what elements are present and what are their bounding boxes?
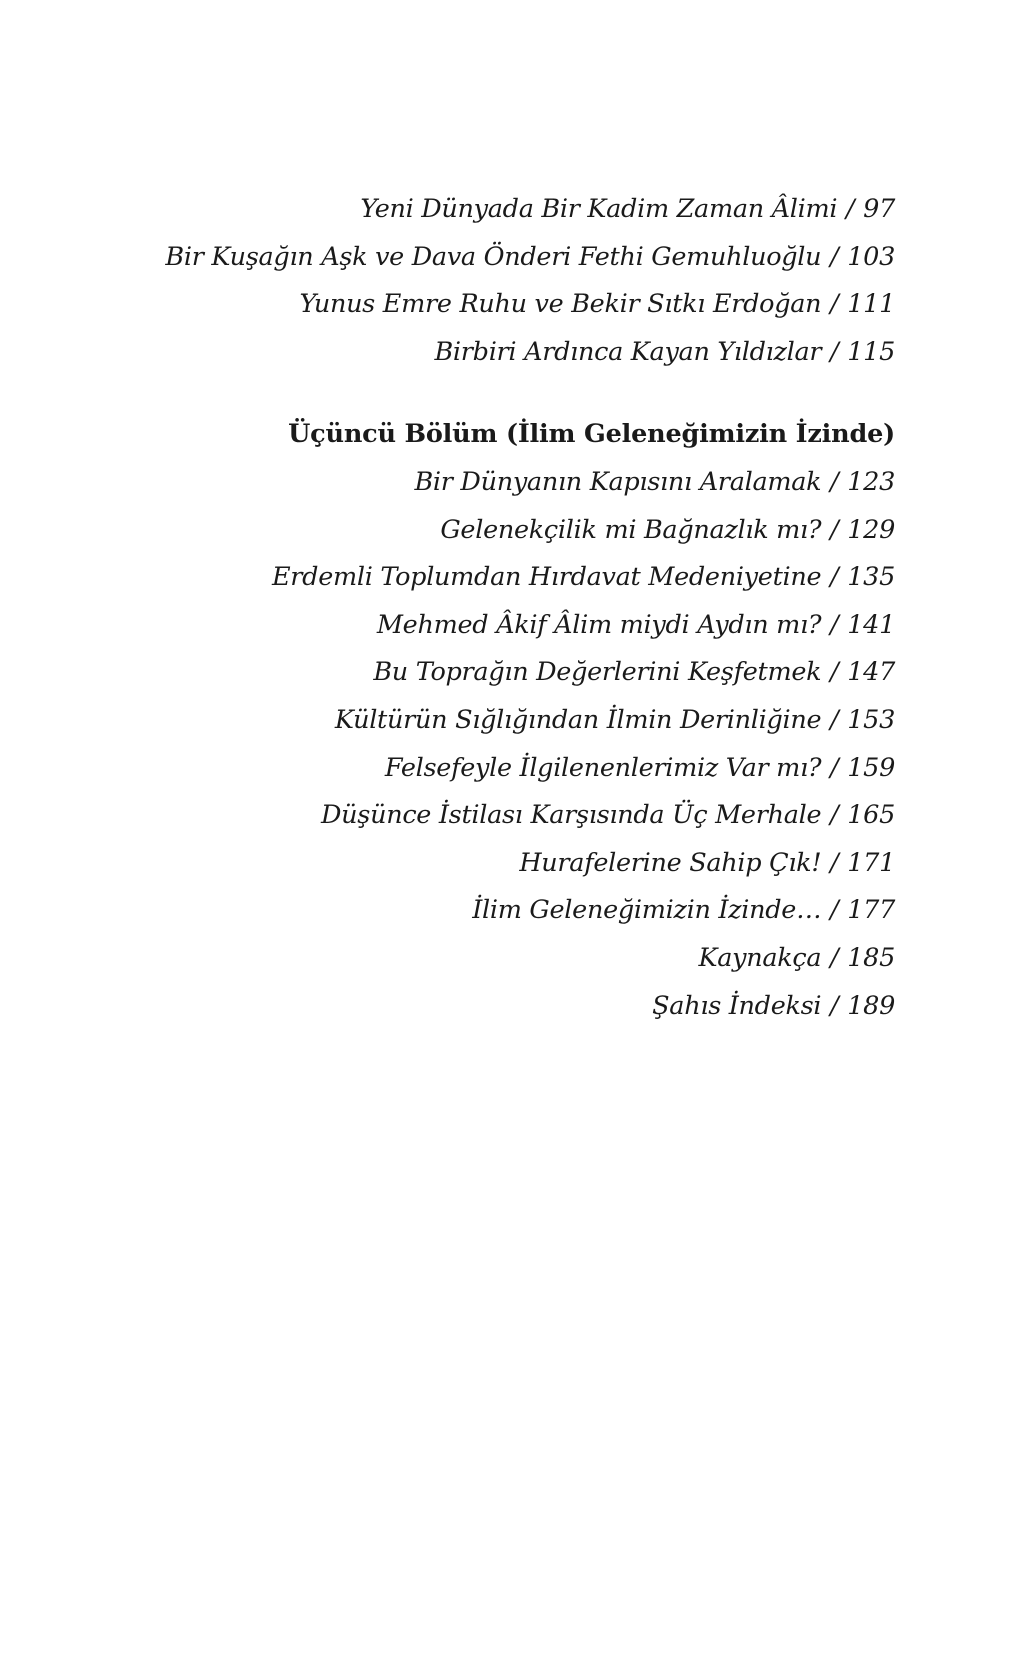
toc-entry	[135, 840, 895, 888]
toc-entry	[135, 507, 895, 555]
toc-entry-title: Birbiri Ardınca Kayan Yıldızlar	[434, 336, 822, 367]
toc-entry-separator: /	[830, 336, 839, 367]
part-heading: Üçüncü Bölüm (İlim Geleneğimizin İzinde)	[288, 419, 895, 450]
toc-entry	[135, 554, 895, 602]
toc-entry-page-number: 103	[847, 241, 895, 272]
toc-entry	[135, 234, 895, 282]
toc-entry-page-number: 115	[847, 336, 895, 367]
toc-entry-title: İlim Geleneğimizin İzinde…	[472, 895, 822, 926]
toc-entry	[135, 329, 895, 377]
toc-entry-page-number: 97	[863, 194, 895, 224]
toc-entry-title: Bir Kuşağın Aşk ve Dava Önderi Fethi Gemuhluoğlu	[165, 241, 822, 272]
toc-entry	[135, 281, 895, 329]
toc-entry-separator: /	[846, 194, 855, 224]
toc-entry-separator: /	[830, 657, 839, 688]
toc-entry-separator: /	[830, 562, 839, 593]
toc-entry-title: Yeni Dünyada Bir Kadim Zaman Âlimi	[360, 194, 838, 224]
toc-entry-title: Düşünce İstilası Karşısında Üç Merhale	[321, 800, 822, 831]
toc-entry	[135, 745, 895, 793]
toc-entry	[135, 935, 895, 983]
toc-entry-separator: /	[830, 241, 839, 272]
toc-entry-title: Felsefeyle İlgilenenlerimiz Var mı?	[384, 752, 822, 783]
toc-entry-separator: /	[830, 752, 839, 783]
toc-entry-separator: /	[830, 609, 839, 640]
toc-entry-page-number: 177	[847, 895, 895, 926]
toc-entry	[135, 649, 895, 697]
toc-entry-separator: /	[830, 514, 839, 545]
toc-entry-page-number: 159	[847, 752, 895, 783]
toc-entries-before-part	[135, 186, 895, 376]
toc-entry-page-number: 185	[847, 942, 895, 973]
toc-entry-title: Şahıs İndeksi	[652, 990, 822, 1021]
toc-entry-separator: /	[830, 895, 839, 926]
toc-entry	[135, 459, 895, 507]
toc-entry-page-number: 153	[847, 704, 895, 735]
toc-entry	[135, 186, 895, 234]
toc-entry-title: Mehmed Âkif Âlim miydi Aydın mı?	[376, 609, 822, 640]
toc-entry	[135, 697, 895, 745]
toc-entry-page-number: 141	[847, 609, 895, 640]
toc-entry-title: Yunus Emre Ruhu ve Bekir Sıtkı Erdoğan	[299, 289, 822, 320]
toc-entry-title: Bu Toprağın Değerlerini Keşfetmek	[373, 657, 822, 688]
toc-entry	[135, 983, 895, 1031]
toc-entry	[135, 887, 895, 935]
toc-entry-title: Bir Dünyanın Kapısını Aralamak	[414, 466, 822, 497]
toc-entry-title: Kaynakça	[698, 942, 822, 973]
toc-entry-title: Erdemli Toplumdan Hırdavat Medeniyetine	[271, 562, 822, 593]
toc-entry-separator: /	[830, 800, 839, 831]
toc-entry-title: Hurafelerine Sahip Çık!	[519, 847, 822, 878]
toc-entry-page-number: 123	[847, 466, 895, 497]
toc-entry	[135, 602, 895, 650]
toc-entry-page-number: 165	[847, 800, 895, 831]
toc-entry-page-number: 171	[847, 847, 895, 878]
toc-entry-page-number: 129	[847, 514, 895, 545]
toc-entry-separator: /	[830, 847, 839, 878]
toc-entry-title: Kültürün Sığlığından İlmin Derinliğine	[334, 704, 822, 735]
toc-entry-separator: /	[830, 466, 839, 497]
toc-entry-separator: /	[830, 289, 839, 320]
toc-entry-page-number: 135	[847, 562, 895, 593]
toc-entry-separator: /	[830, 990, 839, 1021]
toc-entry-separator: /	[830, 704, 839, 735]
table-of-contents	[135, 186, 895, 1030]
toc-entries-after-part	[135, 459, 895, 1030]
toc-entry-page-number: 111	[847, 289, 895, 320]
toc-entry-separator: /	[830, 942, 839, 973]
toc-entry-title: Gelenekçilik mi Bağnazlık mı?	[440, 514, 822, 545]
toc-entry	[135, 792, 895, 840]
toc-entry-page-number: 147	[847, 657, 895, 688]
toc-entry-page-number: 189	[847, 990, 895, 1021]
